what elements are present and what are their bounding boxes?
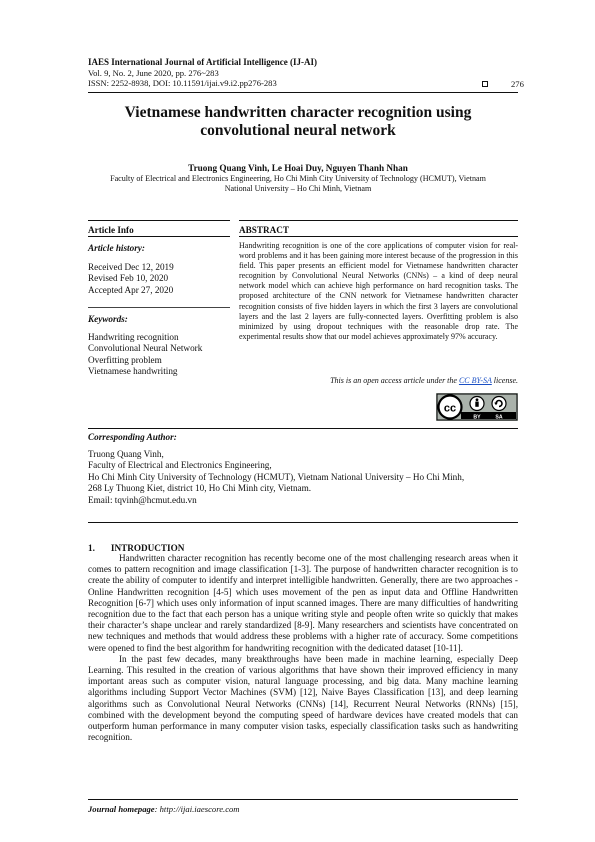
accepted-date: Accepted Apr 27, 2020 — [88, 284, 174, 295]
info-box-bottom-rule — [88, 428, 518, 429]
title-line-1: Vietnamese handwritten character recognition using — [124, 104, 472, 121]
running-header — [88, 57, 508, 89]
revised-date: Revised Feb 10, 2020 — [88, 273, 169, 284]
keyword-item: Convolutional Neural Network — [88, 343, 203, 354]
paper-title — [88, 104, 508, 140]
license-prefix: This is an open access article under the — [330, 376, 459, 385]
affiliation-line-1: Faculty of Electrical and Electronics Engineering, Ho Chi Minh City University of Technology (HCMUT), Vietnam — [110, 174, 486, 183]
footer-url[interactable]: : http://ijai.iaescore.com — [154, 804, 240, 814]
paragraph: Handwritten character recognition has recently become one of the most challenging research areas when it comes to pattern recognition and image classification [1-3]. The purpose of handwritten character recognition is to create the ability of computer to identify and interpret intelligible handwritten. Generally, there are two approaches - Online Handwritten recognition [4-5] which uses movement of the pen as input data and Offline Handwritten Recognition [6-7] which uses only information of input scanned images. There are many difficulties of handwriting recognition due to the fact that each person has a unique writing style and people often write so quickly that makes their character’s shape unclear and rarely standardized [8-9]. Many researchers and scientists have concentrated on new techniques and methods that would address these problems with a higher rate of accuracy. Some competitions were opened to find the best algorithm for handwriting recognition with the dedicated dataset [10-11]. — [88, 553, 518, 653]
cc-by-sa-link[interactable]: CC BY-SA — [458, 376, 492, 385]
sa-badge-text: SA — [495, 414, 503, 421]
keywords-list — [88, 332, 202, 378]
affiliation — [88, 174, 508, 194]
keyword-item: Overfitting problem — [88, 354, 162, 365]
introduction-body — [88, 553, 518, 743]
info-box-top-rule-right — [239, 220, 518, 221]
license-statement — [239, 376, 518, 385]
volume-line: Vol. 9, No. 2, June 2020, pp. 276~283 — [88, 67, 219, 78]
page-number: 276 — [511, 79, 524, 89]
authors: Truong Quang Vinh, Le Hoai Duy, Nguyen Thanh Nhan — [188, 163, 408, 173]
journal-title: IAES International Journal of Artificial Intelligence (IJ-AI) — [88, 57, 317, 67]
footer-rule — [88, 799, 518, 800]
author-address: 268 Ly Thuong Kiet, district 10, Ho Chi Minh city, Vietnam. — [88, 483, 312, 494]
article-history — [88, 262, 174, 296]
section-number: 1. — [88, 543, 95, 553]
footer-label: Journal homepage — [88, 804, 155, 814]
abstract-text: Handwriting recognition is one of the core applications of computer vision for real-word problems and it has been gaining more interest because of the progression in this field. This paper presents an efficient model for Vietnamese handwritten character recognition by Convolutional Neural Networks (CNNs) – a kind of deep neural network model which can achieve high performance on hard recognition tasks. The proposed architecture of the CNN network for Vietnamese handwritten character recognition consists of five hidden layers in which the first 3 layers are convolutional layers and the last 2 layers are fully-connected layers. Overfitting problem is also minimized by using dropout techniques with the reasonable drop rate. The experimental results show that our model achieves approximately 97% accuracy. — [239, 241, 518, 341]
section-heading — [88, 543, 184, 553]
journal-homepage — [88, 804, 240, 814]
history-divider — [88, 307, 230, 308]
author-email: Email: tqvinh@hcmut.edu.vn — [88, 494, 197, 505]
corresponding-bottom-rule — [88, 522, 518, 523]
keywords-label: Keywords: — [88, 314, 128, 324]
abstract-heading: ABSTRACT — [239, 225, 290, 235]
article-history-label: Article history: — [88, 243, 145, 253]
author-name: Truong Quang Vinh, — [88, 449, 164, 459]
affiliation-line-2: National University – Ho Chi Minh, Vietnam — [224, 183, 372, 193]
cc-by-sa-badge-icon[interactable] — [436, 393, 518, 421]
corresponding-author — [88, 432, 518, 506]
received-date: Received Dec 12, 2019 — [88, 262, 174, 272]
section-title: INTRODUCTION — [110, 543, 185, 553]
keyword-item: Handwriting recognition — [88, 332, 179, 342]
abstract-heading-rule — [239, 236, 518, 237]
info-heading-rule-left — [88, 236, 230, 237]
license-suffix: license. — [491, 376, 518, 385]
keyword-item: Vietnamese handwriting — [88, 366, 178, 377]
issn-doi-line: ISSN: 2252-8938, DOI: 10.11591/ijai.v9.i2.pp276-283 — [88, 78, 277, 89]
square-bullet-icon — [482, 81, 488, 87]
corresponding-details — [88, 449, 518, 506]
paragraph: In the past few decades, many breakthroughs have been made in machine learning, especially Deep Learning. This resulted in the creation of various algorithms that have shown their improved efficiency in many important areas such as computer vision, natural language processing, and big data. Many machine learning algorithms including Support Vector Machines (SVM) [12], Naive Bayes Classification [13], and deep learning algorithms such as Convolutional Neural Networks (CNNs) [14], Recurrent Neural Networks (RNNs) [15], combined with the development beyond the computing speed of hardware devices have created models that can outperform human performance in many computer vision tasks, especially classification tasks such as handwriting recognition. — [88, 653, 518, 743]
by-badge-text: BY — [473, 414, 481, 421]
corresponding-label: Corresponding Author: — [88, 432, 177, 442]
author-faculty: Faculty of Electrical and Electronics Engineering, — [88, 460, 272, 471]
title-line-2: convolutional neural network — [200, 122, 396, 139]
article-info-heading: Article Info — [88, 225, 134, 235]
cc-badge-text: cc — [443, 402, 457, 415]
header-rule — [88, 92, 518, 93]
info-box-top-rule-left — [88, 220, 230, 221]
author-university: Ho Chi Minh City University of Technology (HCMUT), Vietnam National University – Ho Chi Minh, — [88, 471, 465, 482]
